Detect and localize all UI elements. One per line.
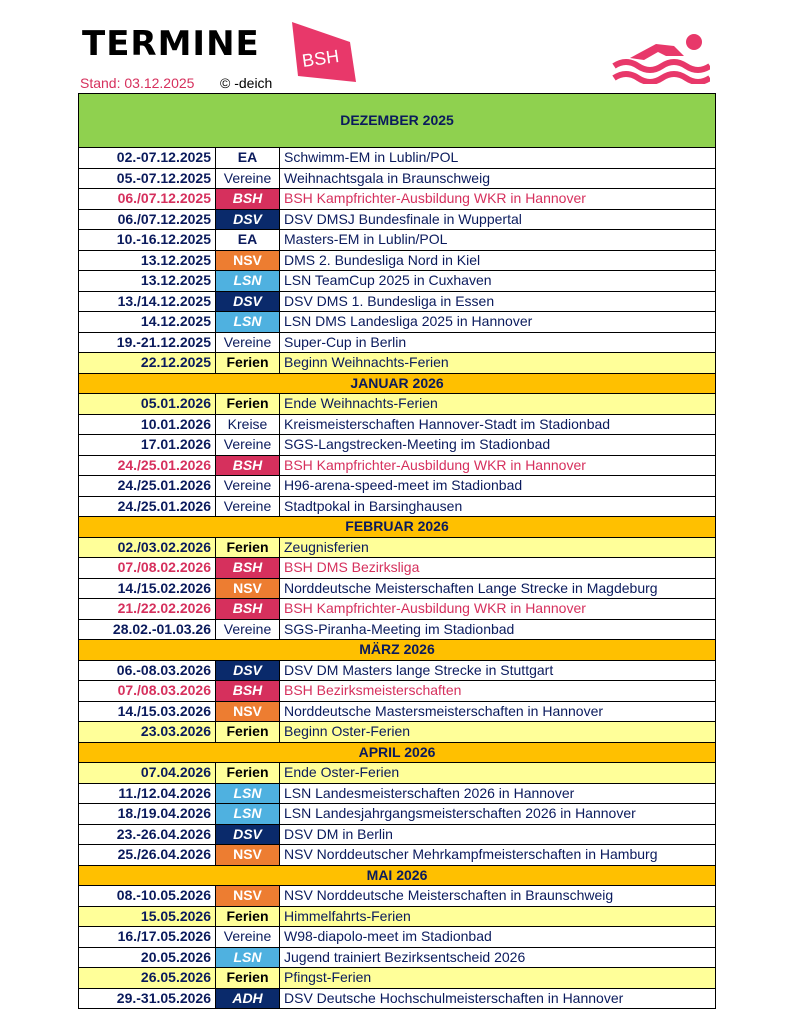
event-name-text: Kreismeisterschaften Hannover-Stadt im Stadionbad xyxy=(284,415,611,432)
event-name xyxy=(280,763,716,784)
event-name xyxy=(280,722,716,743)
event-date: 14./15.03.2026 xyxy=(79,701,216,722)
organizer-badge: NSV xyxy=(216,845,280,866)
event-name xyxy=(280,496,716,517)
event-row xyxy=(79,783,716,804)
event-name xyxy=(280,148,716,169)
event-name-text: Pfingst-Ferien xyxy=(284,969,372,986)
event-name xyxy=(280,988,716,1009)
organizer-badge: Vereine xyxy=(216,435,280,456)
event-name xyxy=(280,291,716,312)
event-name xyxy=(280,804,716,825)
organizer-badge: Ferien xyxy=(216,722,280,743)
event-date: 10.01.2026 xyxy=(79,414,216,435)
event-name-text: H96-arena-speed-meet im Stadionbad xyxy=(284,477,523,494)
event-date: 20.05.2026 xyxy=(79,947,216,968)
event-name xyxy=(280,906,716,927)
event-name-text: Weihnachtsgala in Braunschweig xyxy=(284,169,490,186)
swimmer-icon xyxy=(610,28,710,84)
event-row xyxy=(79,271,716,292)
event-name: NSV Norddeutsche Meisterschaften in Braunschweig DJM xyxy=(280,886,716,907)
month-header-row xyxy=(79,94,716,148)
month-header-row xyxy=(79,373,716,394)
event-row xyxy=(79,886,716,907)
event-name-text: BSH DMS Bezirksliga xyxy=(284,559,420,576)
event-name xyxy=(280,927,716,948)
event-date: 19.-21.12.2025 xyxy=(79,332,216,353)
organizer-badge: DSV xyxy=(216,660,280,681)
organizer-badge: Ferien xyxy=(216,763,280,784)
event-row xyxy=(79,845,716,866)
event-name-text: DSV DMS 1. Bundesliga in Essen xyxy=(284,292,495,309)
event-date: 24./25.01.2026 xyxy=(79,476,216,497)
event-date: 06.-08.03.2026 xyxy=(79,660,216,681)
organizer-badge: Vereine xyxy=(216,496,280,517)
event-name xyxy=(280,312,716,333)
organizer-badge: Vereine xyxy=(216,168,280,189)
event-name-text: DSV DM Masters lange Strecke in Stuttgart xyxy=(284,661,554,678)
event-name xyxy=(280,230,716,251)
event-row xyxy=(79,168,716,189)
organizer-badge: LSN xyxy=(216,271,280,292)
stand-date: Stand: 03.12.2025 xyxy=(80,75,195,91)
event-row xyxy=(79,906,716,927)
month-header-row xyxy=(79,517,716,538)
event-date: 21./22.02.2026 xyxy=(79,599,216,620)
organizer-badge: Ferien xyxy=(216,906,280,927)
organizer-badge: NSV xyxy=(216,701,280,722)
event-name xyxy=(280,681,716,702)
event-row xyxy=(79,988,716,1009)
event-row xyxy=(79,455,716,476)
organizer-badge: LSN xyxy=(216,804,280,825)
organizer-badge: Vereine xyxy=(216,476,280,497)
event-name-text: BSH Kampfrichter-Ausbildung WKR in Hannover xyxy=(284,190,586,207)
event-name-text: SGS-Langstrecken-Meeting im Stadionbad xyxy=(284,436,551,453)
event-date: 07./08.03.2026 xyxy=(79,681,216,702)
event-date: 29.-31.05.2026 xyxy=(79,988,216,1009)
event-row xyxy=(79,435,716,456)
page-title: TERMINE xyxy=(82,24,260,64)
event-name xyxy=(280,271,716,292)
event-date: 13./14.12.2025 xyxy=(79,291,216,312)
event-name-text: Beginn Oster-Ferien xyxy=(284,723,411,740)
event-row xyxy=(79,968,716,989)
event-name xyxy=(280,394,716,415)
event-row xyxy=(79,353,716,374)
event-row xyxy=(79,804,716,825)
event-name-text: Norddeutsche Mastersmeisterschaften in Hannover xyxy=(284,702,604,719)
event-name-text: Ende Oster-Ferien xyxy=(284,764,400,781)
event-date: 17.01.2026 xyxy=(79,435,216,456)
month-label: MÄRZ 2026 xyxy=(79,640,716,661)
event-row xyxy=(79,558,716,579)
organizer-badge: NSV xyxy=(216,578,280,599)
bsh-logo xyxy=(290,20,358,84)
event-name: Super-Cup in Berlin DJM xyxy=(280,332,716,353)
organizer-badge: Vereine xyxy=(216,619,280,640)
organizer-badge: Kreise xyxy=(216,414,280,435)
event-name-text: Ende Weihnachts-Ferien xyxy=(284,395,438,412)
event-date: 13.12.2025 xyxy=(79,250,216,271)
event-name-text: BSH Kampfrichter-Ausbildung WKR in Hannover xyxy=(284,600,586,617)
event-name xyxy=(280,968,716,989)
event-name-text: LSN Landesmeisterschaften 2026 in Hannover xyxy=(284,784,575,801)
event-date: 24./25.01.2026 xyxy=(79,455,216,476)
event-row xyxy=(79,722,716,743)
event-row xyxy=(79,209,716,230)
organizer-badge: Ferien xyxy=(216,353,280,374)
event-date: 02./03.02.2026 xyxy=(79,537,216,558)
event-name-text: W98-diapolo-meet im Stadionbad xyxy=(284,928,492,945)
organizer-badge: Vereine xyxy=(216,927,280,948)
organizer-badge: BSH xyxy=(216,455,280,476)
organizer-badge: NSV xyxy=(216,886,280,907)
organizer-badge: DSV xyxy=(216,209,280,230)
month-label: APRIL 2026 xyxy=(79,742,716,763)
organizer-badge: EA xyxy=(216,230,280,251)
month-header-row xyxy=(79,865,716,886)
month-label: JANUAR 2026 xyxy=(79,373,716,394)
event-name-text: SGS-Piranha-Meeting im Stadionbad xyxy=(284,620,515,637)
event-date: 18./19.04.2026 xyxy=(79,804,216,825)
event-name-text: Zeugnisferien xyxy=(284,538,369,555)
event-date: 11./12.04.2026 xyxy=(79,783,216,804)
event-row xyxy=(79,148,716,169)
event-name xyxy=(280,947,716,968)
event-name xyxy=(280,558,716,579)
event-name-text: LSN Landesjahrgangsmeisterschaften 2026 in Hannover xyxy=(284,805,636,822)
event-date: 28.02.-01.03.26 xyxy=(79,619,216,640)
event-date: 16./17.05.2026 xyxy=(79,927,216,948)
event-row xyxy=(79,660,716,681)
event-name xyxy=(280,189,716,210)
event-date: 02.-07.12.2025 xyxy=(79,148,216,169)
organizer-badge: Ferien xyxy=(216,394,280,415)
event-name-text: Himmelfahrts-Ferien xyxy=(284,907,411,924)
event-name-text: Norddeutsche Meisterschaften Lange Strecke in Magdeburg xyxy=(284,579,658,596)
event-date: 24./25.01.2026 xyxy=(79,496,216,517)
event-name xyxy=(280,435,716,456)
event-date: 14.12.2025 xyxy=(79,312,216,333)
event-name: LSN Landesmeisterschaften 2026 in Hannover DJM xyxy=(280,783,716,804)
event-name-text: BSH Kampfrichter-Ausbildung WKR in Hannover xyxy=(284,456,586,473)
event-date: 07./08.02.2026 xyxy=(79,558,216,579)
event-row xyxy=(79,619,716,640)
event-date: 10.-16.12.2025 xyxy=(79,230,216,251)
month-label: DEZEMBER 2025 xyxy=(79,94,716,148)
event-row xyxy=(79,414,716,435)
event-row xyxy=(79,250,716,271)
event-date: 26.05.2026 xyxy=(79,968,216,989)
event-date: 07.04.2026 xyxy=(79,763,216,784)
event-row xyxy=(79,578,716,599)
event-name-text: Jugend trainiert Bezirksentscheid 2026 xyxy=(284,948,526,965)
event-date: 25./26.04.2026 xyxy=(79,845,216,866)
organizer-badge: NSV xyxy=(216,250,280,271)
event-name: H96-arena-speed-meet im Stadionbad DJM xyxy=(280,476,716,497)
event-date: 14./15.02.2026 xyxy=(79,578,216,599)
event-name xyxy=(280,619,716,640)
event-row xyxy=(79,947,716,968)
month-label: FEBRUAR 2026 xyxy=(79,517,716,538)
event-row xyxy=(79,476,716,497)
event-date: 05.-07.12.2025 xyxy=(79,168,216,189)
event-name-text: DSV Deutsche Hochschulmeisterschaften in Hannover xyxy=(284,989,624,1006)
event-row xyxy=(79,681,716,702)
event-name-text: Stadtpokal in Barsinghausen xyxy=(284,497,463,514)
event-name xyxy=(280,168,716,189)
copyright: © -deich xyxy=(220,75,273,91)
event-name xyxy=(280,701,716,722)
bsh-logo-text: BSH xyxy=(300,46,341,71)
organizer-badge: EA xyxy=(216,148,280,169)
event-row xyxy=(79,537,716,558)
organizer-badge: Vereine xyxy=(216,332,280,353)
event-row xyxy=(79,332,716,353)
event-name xyxy=(280,414,716,435)
event-name-text: LSN DMS Landesliga 2025 in Hannover xyxy=(284,313,533,330)
event-date: 08.-10.05.2026 xyxy=(79,886,216,907)
event-date: 23.03.2026 xyxy=(79,722,216,743)
organizer-badge: LSN xyxy=(216,947,280,968)
event-name-text: DSV DM in Berlin xyxy=(284,825,393,842)
event-row xyxy=(79,291,716,312)
event-date: 06./07.12.2025 xyxy=(79,189,216,210)
event-name-text: DSV DMSJ Bundesfinale in Wuppertal xyxy=(284,210,522,227)
event-name xyxy=(280,599,716,620)
event-name xyxy=(280,455,716,476)
event-name: Norddeutsche Meisterschaften Lange Strecke in Magdeburg DJM xyxy=(280,578,716,599)
organizer-badge: BSH xyxy=(216,599,280,620)
organizer-badge: Ferien xyxy=(216,537,280,558)
event-row xyxy=(79,394,716,415)
event-name: DSV DM in Berlin DJM xyxy=(280,824,716,845)
event-date: 06./07.12.2025 xyxy=(79,209,216,230)
month-header-row xyxy=(79,742,716,763)
event-date: 15.05.2026 xyxy=(79,906,216,927)
event-name-text: Beginn Weihnachts-Ferien xyxy=(284,354,449,371)
event-row xyxy=(79,496,716,517)
month-label: MAI 2026 xyxy=(79,865,716,886)
event-name-text: DMS 2. Bundesliga Nord in Kiel xyxy=(284,251,481,268)
event-row xyxy=(79,230,716,251)
event-name xyxy=(280,660,716,681)
event-name-text: BSH Bezirksmeisterschaften xyxy=(284,682,462,699)
event-row xyxy=(79,189,716,210)
organizer-badge: DSV xyxy=(216,291,280,312)
event-name-text: Schwimm-EM in Lublin/POL xyxy=(284,149,459,166)
event-row xyxy=(79,312,716,333)
organizer-badge: DSV xyxy=(216,824,280,845)
event-name xyxy=(280,845,716,866)
event-row xyxy=(79,824,716,845)
event-row xyxy=(79,701,716,722)
event-name-text: NSV Norddeutscher Mehrkampfmeisterschaften in Hamburg xyxy=(284,846,658,863)
event-date: 23.-26.04.2026 xyxy=(79,824,216,845)
event-date: 05.01.2026 xyxy=(79,394,216,415)
organizer-badge: BSH xyxy=(216,189,280,210)
event-date: 13.12.2025 xyxy=(79,271,216,292)
organizer-badge: LSN xyxy=(216,312,280,333)
event-name xyxy=(280,537,716,558)
schedule-table xyxy=(78,93,742,1009)
organizer-badge: LSN xyxy=(216,783,280,804)
organizer-badge: BSH xyxy=(216,681,280,702)
event-name-text: Super-Cup in Berlin xyxy=(284,333,407,350)
organizer-badge: Ferien xyxy=(216,968,280,989)
event-row xyxy=(79,599,716,620)
event-row xyxy=(79,927,716,948)
event-name-text: Masters-EM in Lublin/POL xyxy=(284,231,448,248)
event-date: 22.12.2025 xyxy=(79,353,216,374)
organizer-badge: ADH xyxy=(216,988,280,1009)
event-name-text: NSV Norddeutsche Meisterschaften in Braunschweig xyxy=(284,887,614,904)
month-header-row xyxy=(79,640,716,661)
event-name xyxy=(280,353,716,374)
organizer-badge: BSH xyxy=(216,558,280,579)
event-name xyxy=(280,250,716,271)
event-row xyxy=(79,763,716,784)
event-name xyxy=(280,209,716,230)
event-name-text: LSN TeamCup 2025 in Cuxhaven xyxy=(284,272,492,289)
